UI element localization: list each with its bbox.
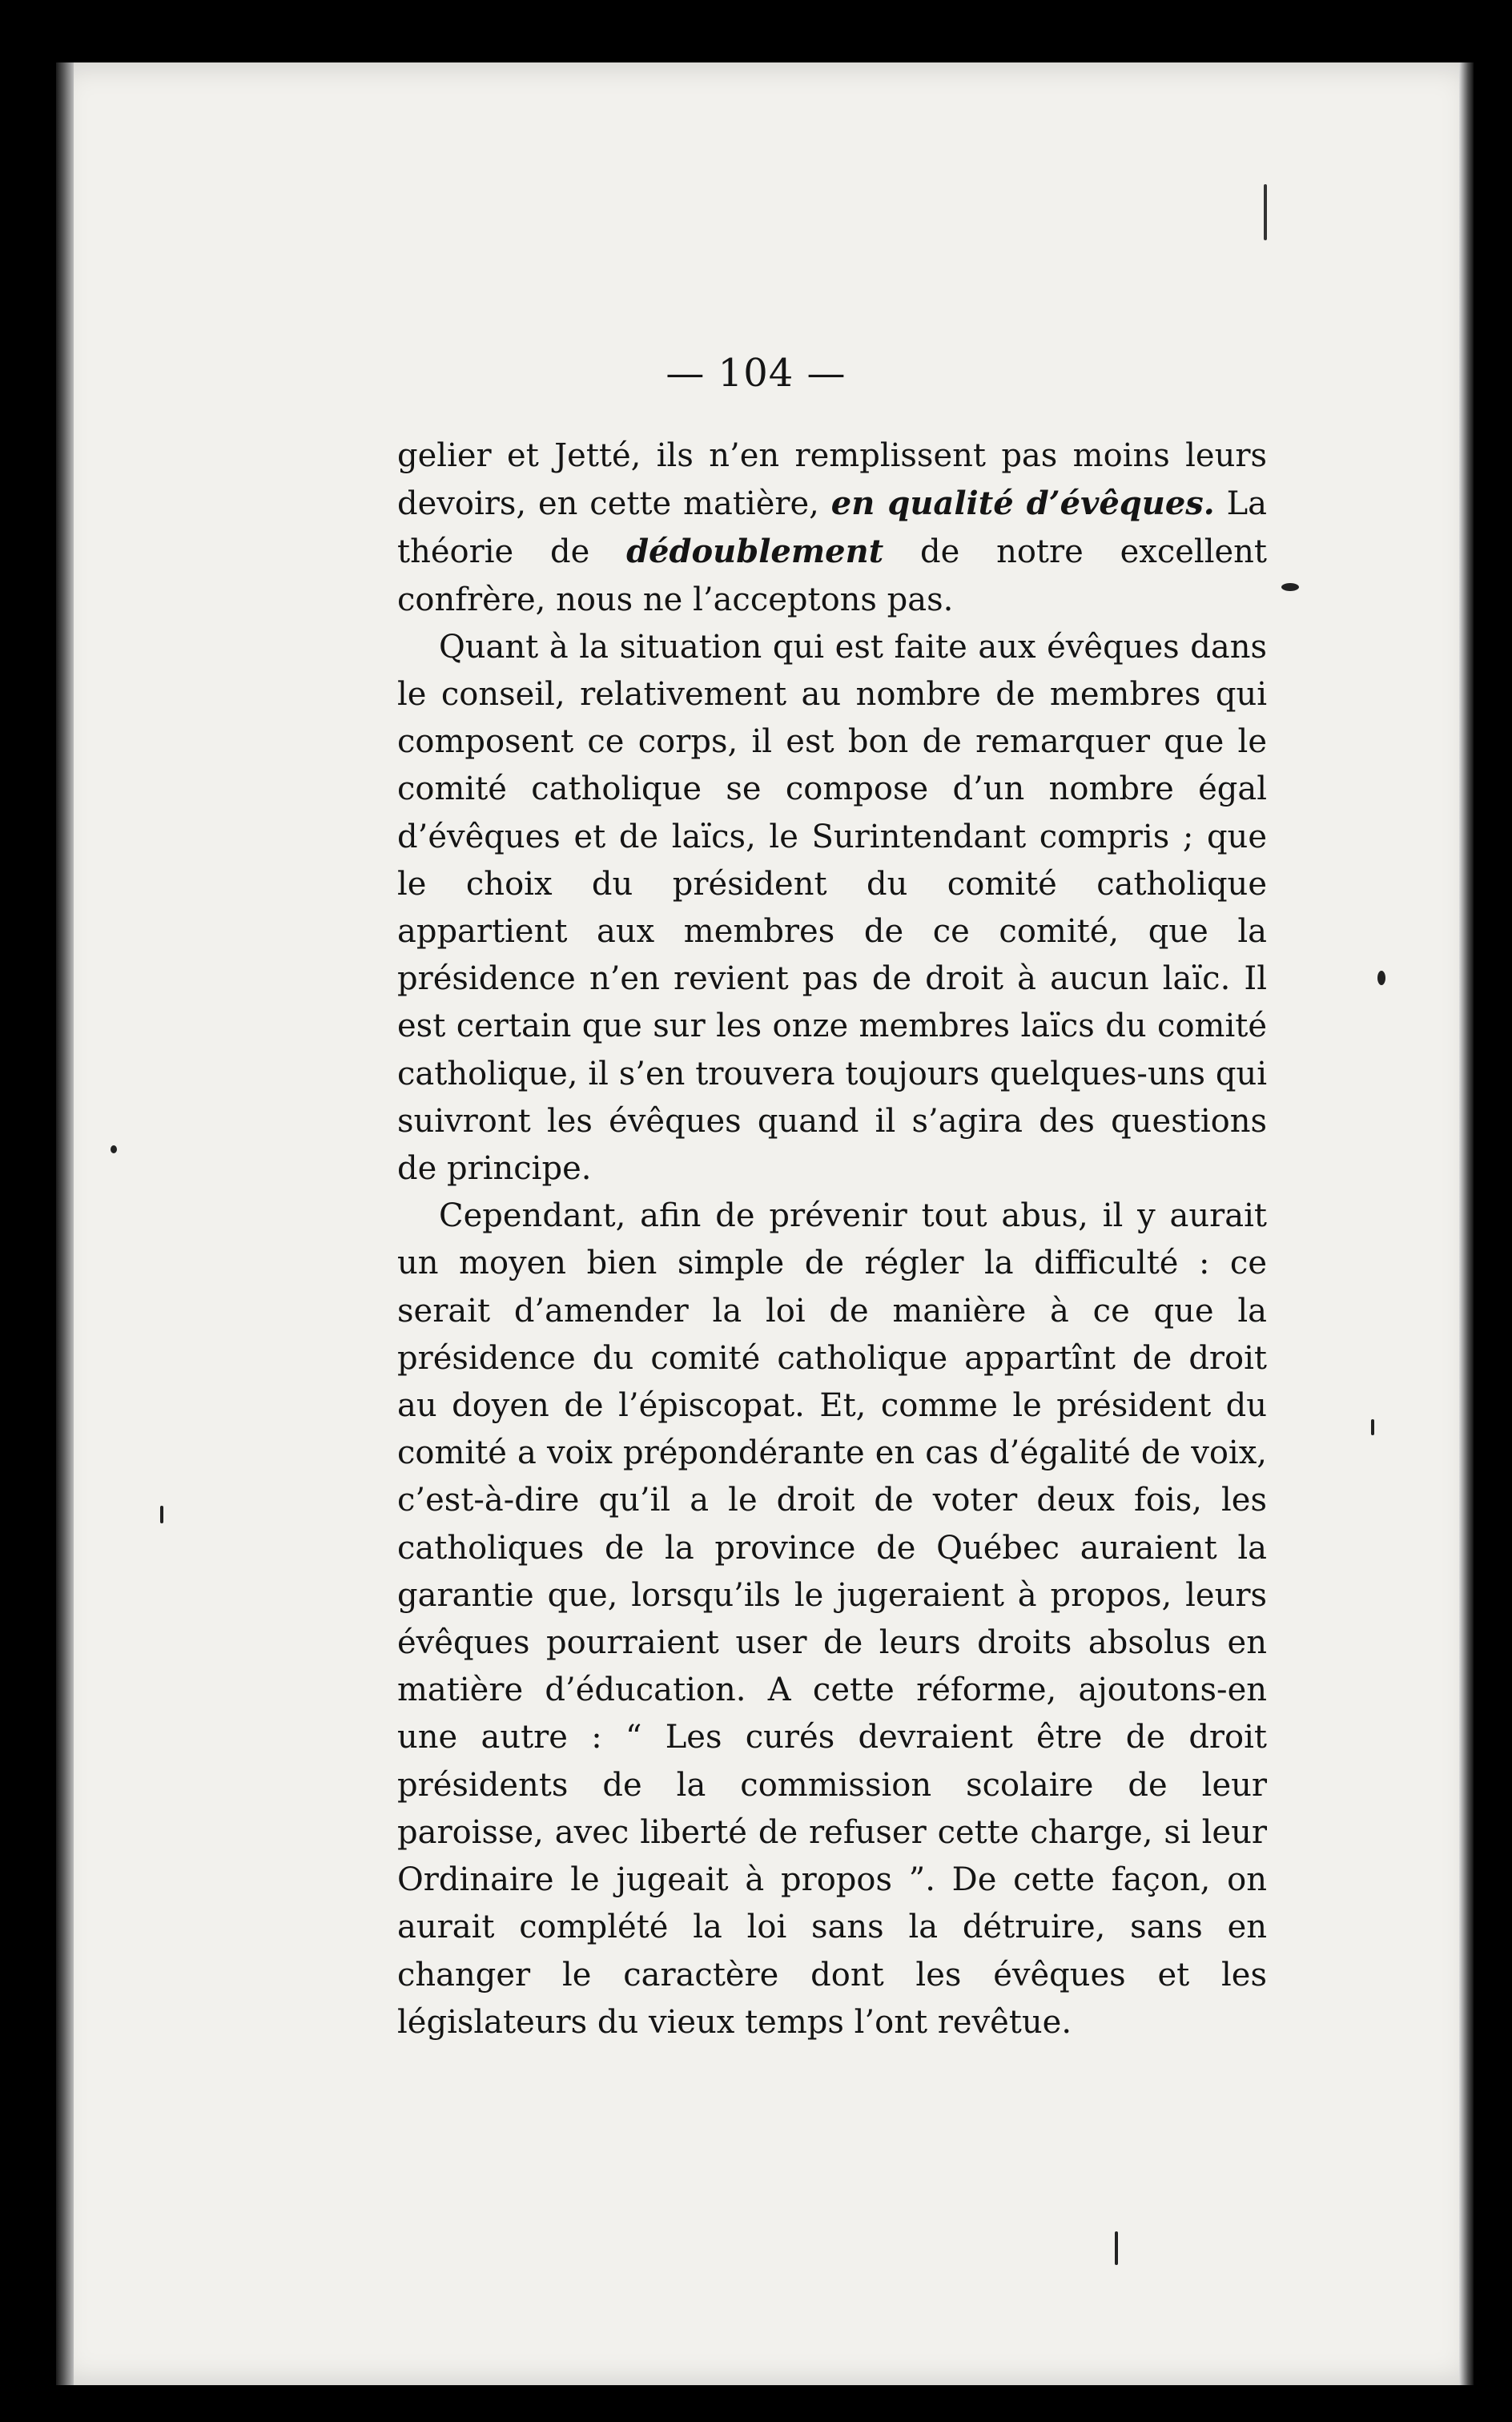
scan-speck [1281,583,1299,591]
scan-speck [160,1506,163,1523]
body-text [397,432,1267,2046]
text-run: Cependant, afin de prévenir tout abus, il y aurait un moyen bien simple de régler la difficulté : ce serait d’amender la loi de manière à ce que la présidence du comité catholique appartînt de droit au doyen de l’épiscopat. Et, comme le président du comité a voix prépondérante en cas d’égalité de voix, c’est-à-dire qu’il a le droit de voter deux fois, les catholiques de la province de Québec auraient la garantie que, lorsqu’ils le jugeraient à propos, leurs évêques pourraient user de leurs droits absolus en matière d’éducation. A cette réforme, ajoutons-en une autre : “ Les curés devraient être de droit présidents de la commission scolaire de leur paroisse, avec liberté de refuser cette charge, si leur Ordinaire le jugeait à propos ”. De cette façon, on aurait complété la loi sans la détruire, sans en changer le caractère dont les évêques et les législateurs du vieux temps l’ont revêtue. [397,1197,1267,2041]
paragraph [397,1193,1267,2046]
page-edge-right [1459,62,1474,2385]
paragraph [397,432,1267,624]
scan-speck [1377,971,1385,985]
page-number: — 104 — [666,351,846,396]
emphasized-text: dédoublement [626,533,884,571]
text-run: La théorie de [397,485,1267,571]
text-run: de notre excellent confrère, nous ne l’acceptons pas. [397,533,1267,618]
scan-speck [1115,2231,1118,2265]
page-edge-left [56,62,74,2385]
text-run: Quant à la situation qui est faite aux évêques dans le conseil, relativement au nombre de membres qui composent ce corps, il est bon de remarquer que le comité catholique se compose d’un nombre égal d’évêques et de laïcs, le Surintendant compris ; que le choix du président du comité catholique appartient aux membres de ce comité, que la présidence n’en revient pas de droit à aucun laïc. Il est certain que sur les onze membres laïcs du comité catholique, il s’en trouvera toujours quelques-uns qui suivront les évêques quand il s’agira des questions de principe. [397,628,1267,1188]
scan-speck [111,1145,117,1153]
paragraph [397,624,1267,1193]
emphasized-text: en qualité d’évêques. [830,485,1215,523]
scan-speck [1371,1419,1374,1435]
scan-speck [1264,184,1267,240]
text-run: gelier et Jetté, ils n’en remplissent pas moins leurs devoirs, en cette matière, [397,437,1267,523]
